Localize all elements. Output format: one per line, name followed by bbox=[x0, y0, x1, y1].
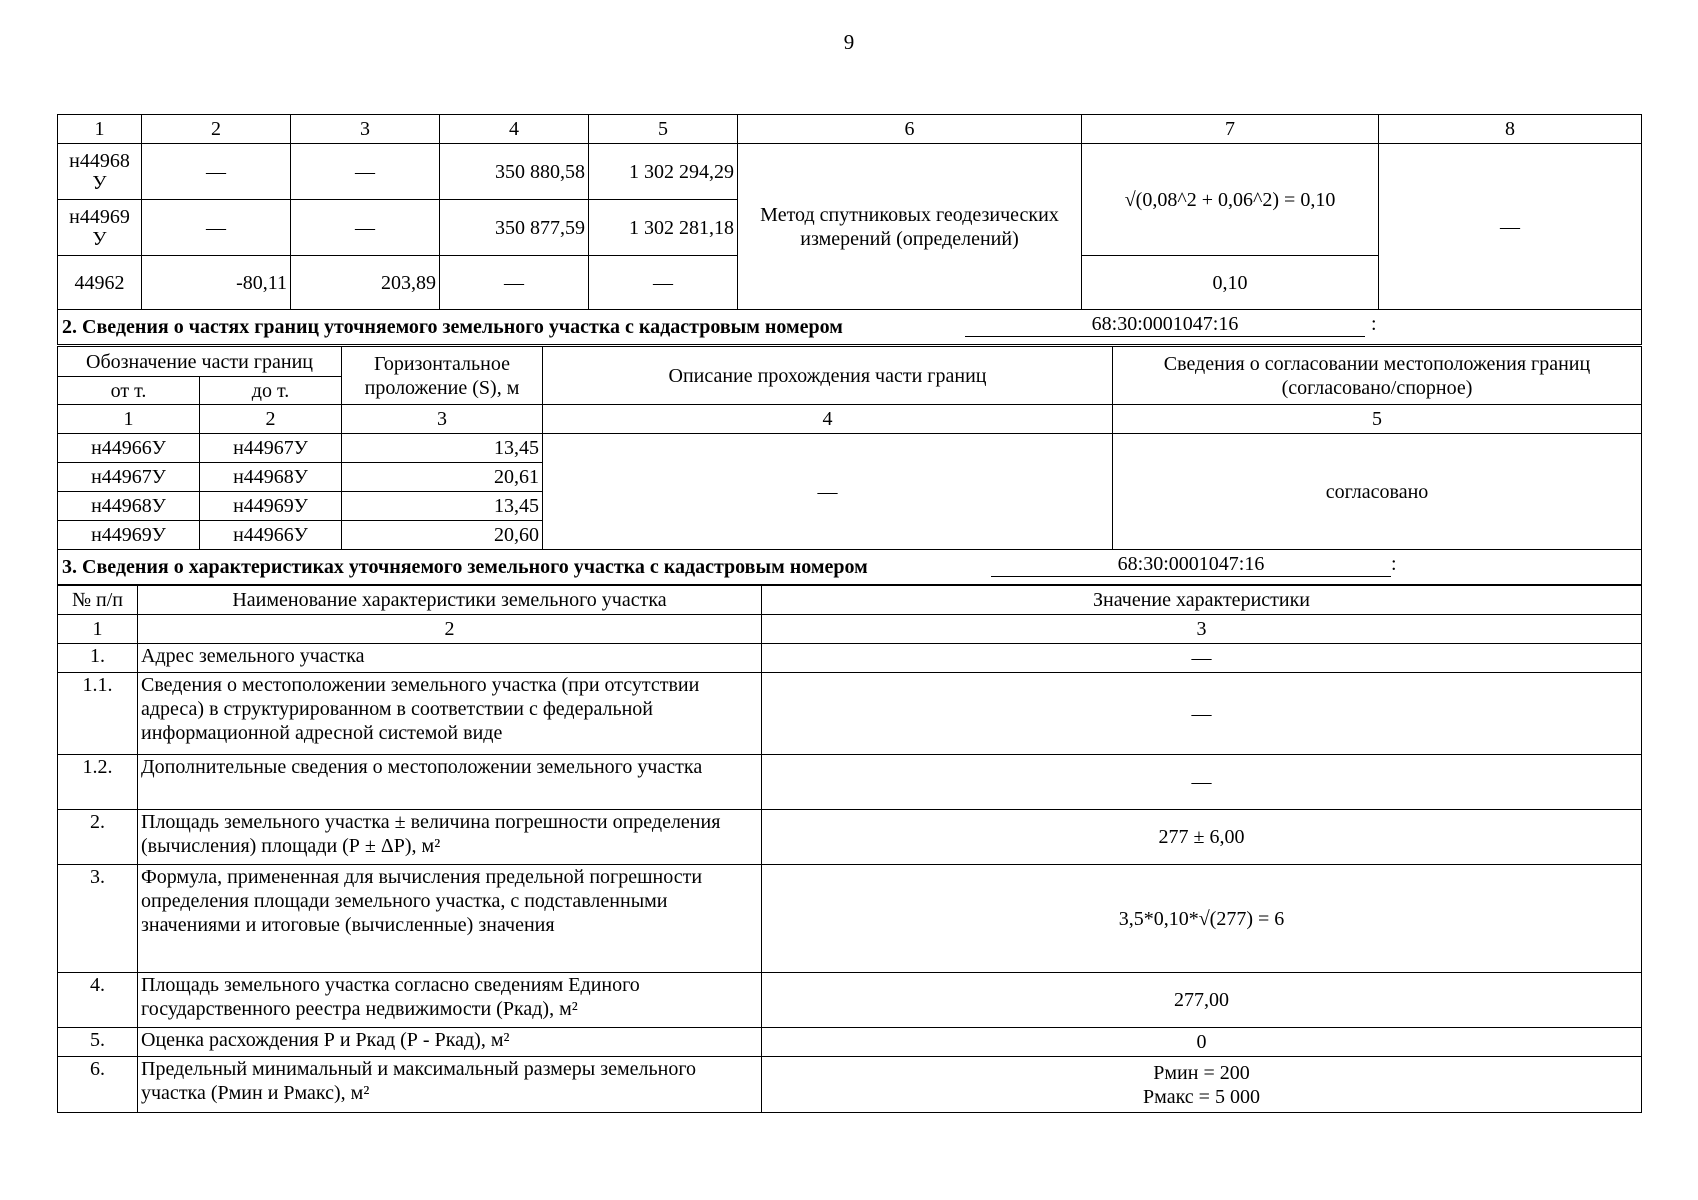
cell-y: 1 302 281,18 bbox=[589, 200, 738, 256]
formula-cell: √(0,08^2 + 0,06^2) = 0,10 bbox=[1082, 144, 1379, 256]
section-3-title: 3. Сведения о характеристиках уточняемого земельного участка с кадастровым номером bbox=[62, 556, 868, 578]
cell-y: 1 302 294,29 bbox=[589, 144, 738, 200]
col-number: 3 bbox=[342, 405, 543, 434]
col8-cell: — bbox=[1379, 144, 1642, 310]
table-row bbox=[58, 644, 1642, 673]
characteristic-value: 3,5*0,10*√(277) = 6 bbox=[762, 865, 1642, 973]
col-number-row bbox=[58, 405, 1642, 434]
row-number: 6. bbox=[58, 1057, 138, 1113]
cell: — bbox=[291, 144, 440, 200]
row-number: 1.1. bbox=[58, 673, 138, 755]
header-row bbox=[58, 347, 1642, 377]
characteristic-name: Площадь земельного участка ± величина погрешности определения (вычисления) площади (Р ± ΔР), м² bbox=[138, 810, 762, 865]
from-point: н44969У bbox=[58, 521, 200, 550]
characteristic-name: Адрес земельного участка bbox=[138, 644, 762, 673]
to-point: н44969У bbox=[200, 492, 342, 521]
section-row bbox=[58, 550, 1642, 585]
row-number: 4. bbox=[58, 973, 138, 1028]
row-number: 3. bbox=[58, 865, 138, 973]
hdr-designation: Обозначение части границ bbox=[58, 347, 342, 377]
point-id: 44962 bbox=[58, 256, 142, 310]
point-id: н44968 У bbox=[58, 144, 142, 200]
characteristic-value: 277,00 bbox=[762, 973, 1642, 1028]
characteristic-name: Площадь земельного участка согласно сведениям Единого государственного реестра недвижимости (Ркад), м² bbox=[138, 973, 762, 1028]
cell: — bbox=[142, 144, 291, 200]
section-3-title-cell bbox=[58, 550, 1642, 585]
col-header: 7 bbox=[1082, 115, 1379, 144]
table-row bbox=[58, 434, 1642, 463]
section-row bbox=[58, 310, 1642, 345]
col-header: 1 bbox=[58, 115, 142, 144]
col-number: 1 bbox=[58, 615, 138, 644]
characteristic-name: Дополнительные сведения о местоположении земельного участка bbox=[138, 755, 762, 810]
to-point: н44966У bbox=[200, 521, 342, 550]
table-row bbox=[58, 1028, 1642, 1057]
characteristic-name: Формула, примененная для вычисления предельной погрешности определения площади земельного участка, с подставленными значениями и итоговые (вычисленные) значения bbox=[138, 865, 762, 973]
table-row bbox=[58, 810, 1642, 865]
page-number: 9 bbox=[843, 30, 855, 54]
table-row bbox=[58, 973, 1642, 1028]
cadastral-number: 68:30:0001047:16 bbox=[991, 552, 1391, 577]
col-header: 5 bbox=[589, 115, 738, 144]
col-header: 2 bbox=[142, 115, 291, 144]
characteristic-value: — bbox=[762, 755, 1642, 810]
to-point: н44967У bbox=[200, 434, 342, 463]
coordinates-table bbox=[57, 114, 1642, 345]
col-header: 3 bbox=[291, 115, 440, 144]
characteristic-value: 0 bbox=[762, 1028, 1642, 1057]
hdr-description: Описание прохождения части границ bbox=[543, 347, 1113, 405]
characteristic-name: Предельный минимальный и максимальный размеры земельного участка (Рмин и Рмакс), м² bbox=[138, 1057, 762, 1113]
cell: — bbox=[142, 200, 291, 256]
agreement-cell: согласовано bbox=[1113, 434, 1642, 550]
table-row bbox=[58, 755, 1642, 810]
characteristic-value: 277 ± 6,00 bbox=[762, 810, 1642, 865]
col-header: 4 bbox=[440, 115, 589, 144]
hdr-from: от т. bbox=[58, 377, 200, 405]
characteristic-value: — bbox=[762, 673, 1642, 755]
col-number: 2 bbox=[200, 405, 342, 434]
table-row bbox=[58, 144, 1642, 200]
table-row bbox=[58, 673, 1642, 755]
cadastral-number: 68:30:0001047:16 bbox=[965, 312, 1365, 337]
row-number: 5. bbox=[58, 1028, 138, 1057]
table-row bbox=[58, 865, 1642, 973]
method-cell: Метод спутниковых геодезических измерений (определений) bbox=[738, 144, 1082, 310]
distance: 20,60 bbox=[342, 521, 543, 550]
from-point: н44968У bbox=[58, 492, 200, 521]
cell-x: 350 880,58 bbox=[440, 144, 589, 200]
col-number: 4 bbox=[543, 405, 1113, 434]
characteristic-name: Сведения о местоположении земельного участка (при отсутствии адреса) в структурированном в соответствии с федеральной информационной адресной системой виде bbox=[138, 673, 762, 755]
characteristic-name: Оценка расхождения Р и Ркад (Р - Ркад), м² bbox=[138, 1028, 762, 1057]
cell-x: — bbox=[440, 256, 589, 310]
header-row bbox=[58, 586, 1642, 615]
hdr-distance: Горизонтальное проложение (S), м bbox=[342, 347, 543, 405]
col-number-row bbox=[58, 615, 1642, 644]
characteristic-value: Рмин = 200 Рмакс = 5 000 bbox=[762, 1057, 1642, 1113]
hdr-agreement: Сведения о согласовании местоположения границ (согласовано/спорное) bbox=[1113, 347, 1642, 405]
table-row bbox=[58, 1057, 1642, 1113]
distance: 13,45 bbox=[342, 434, 543, 463]
col-number: 3 bbox=[762, 615, 1642, 644]
colon: : bbox=[1371, 313, 1377, 335]
description-cell: — bbox=[543, 434, 1113, 550]
cell: — bbox=[291, 200, 440, 256]
hdr-name: Наименование характеристики земельного участка bbox=[138, 586, 762, 615]
cell: -80,11 bbox=[142, 256, 291, 310]
cell-x: 350 877,59 bbox=[440, 200, 589, 256]
section-2-title-cell bbox=[58, 310, 1642, 345]
col-header: 6 bbox=[738, 115, 1082, 144]
boundary-parts-table bbox=[57, 346, 1642, 585]
col-header: 8 bbox=[1379, 115, 1642, 144]
row-number: 1. bbox=[58, 644, 138, 673]
distance: 13,45 bbox=[342, 492, 543, 521]
distance: 20,61 bbox=[342, 463, 543, 492]
hdr-to: до т. bbox=[200, 377, 342, 405]
col-number: 2 bbox=[138, 615, 762, 644]
col-number: 5 bbox=[1113, 405, 1642, 434]
colon: : bbox=[1391, 553, 1397, 575]
from-point: н44967У bbox=[58, 463, 200, 492]
point-id: н44969 У bbox=[58, 200, 142, 256]
from-point: н44966У bbox=[58, 434, 200, 463]
col-number: 1 bbox=[58, 405, 200, 434]
precision-cell: 0,10 bbox=[1082, 256, 1379, 310]
characteristics-table bbox=[57, 585, 1642, 1113]
row-number: 1.2. bbox=[58, 755, 138, 810]
cell: 203,89 bbox=[291, 256, 440, 310]
characteristic-value: — bbox=[762, 644, 1642, 673]
cell-y: — bbox=[589, 256, 738, 310]
hdr-value: Значение характеристики bbox=[762, 586, 1642, 615]
header-row bbox=[58, 115, 1642, 144]
row-number: 2. bbox=[58, 810, 138, 865]
section-2-title: 2. Сведения о частях границ уточняемого земельного участка с кадастровым номером bbox=[62, 316, 843, 338]
hdr-num: № п/п bbox=[58, 586, 138, 615]
to-point: н44968У bbox=[200, 463, 342, 492]
